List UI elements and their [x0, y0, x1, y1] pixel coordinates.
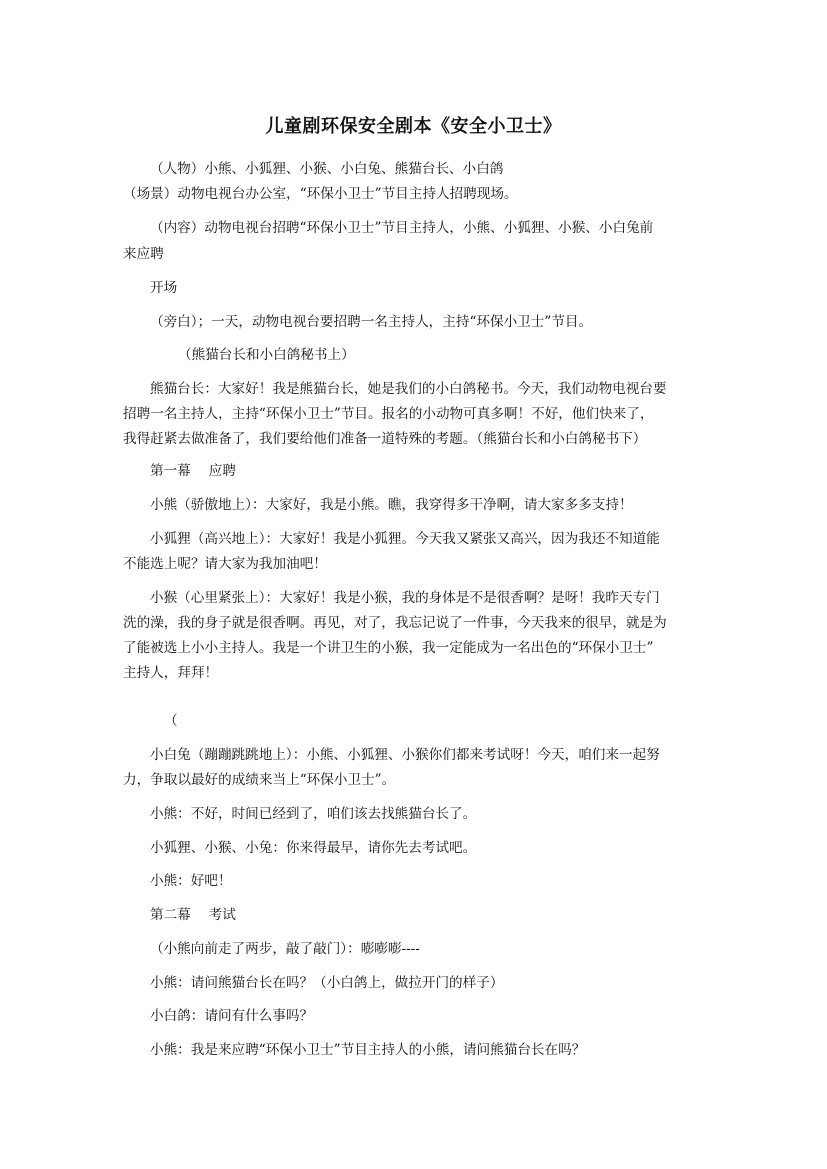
- text-line: 小白兔（蹦蹦跳跳地上）：小熊、小狐狸、小猴你们都来考试呀！今天，咱们来一起努: [150, 747, 660, 763]
- text-line: 小白鸽：请问有什么事吗？: [150, 1008, 314, 1024]
- text-line: 来应聘: [123, 246, 164, 262]
- text-line: 我得赶紧去做准备了，我们要给他们准备一道特殊的考题。（熊猫台长和小白鸽秘书下）: [123, 431, 647, 447]
- text-line: 小熊：不好，时间已经到了，咱们该去找熊猫台长了。: [150, 806, 477, 822]
- text-line: 洗的澡，我的身子就是很香啊。再见，对了，我忘记说了一件事，今天我来的很早，就是为: [123, 615, 667, 631]
- text-line: 小熊：好吧！: [150, 873, 232, 889]
- text-line: 不能选上呢？请大家为我加油吧！: [123, 556, 327, 572]
- section-heading: 第一幕 应聘: [150, 463, 236, 479]
- text-line: （熊猫台长和小白鸽秘书上）: [178, 347, 355, 363]
- text-line: 开场: [150, 280, 178, 296]
- text-line: 了能被选上小小主持人。我是一个讲卫生的小猴，我一定能成为一名出色的“环保小卫士”: [123, 640, 654, 656]
- text-line: 熊猫台长：大家好！我是熊猫台长，她是我们的小白鸽秘书。今天，我们动物电视台要: [150, 381, 667, 397]
- text-line: （旁白）；一天，动物电视台要招聘一名主持人，主持“环保小卫士”节目。: [150, 314, 593, 330]
- text-line: （内容）动物电视台招聘“环保小卫士”节目主持人，小熊、小狐狸、小猴、小白兔前: [150, 220, 654, 236]
- text-line: 小狐狸（高兴地上）：大家好！我是小狐狸。今天我又紧张又高兴，因为我还不知道能: [150, 531, 660, 547]
- document-title: 儿童剧环保安全剧本《安全小卫士》: [265, 116, 562, 137]
- section-heading: 第二幕 考试: [150, 907, 236, 923]
- text-line: 力，争取以最好的成绩来当上“环保小卫士”。: [123, 772, 396, 788]
- text-line: （小熊向前走了两步，敲了敲门）：嘭嘭嘭----: [150, 941, 420, 957]
- text-line: 主持人，拜拜！: [123, 665, 219, 681]
- text-line: （: [164, 713, 178, 729]
- text-line: 小猴（心里紧张上）：大家好！我是小猴，我的身体是不是很香啊？是呀！我昨天专门: [150, 590, 660, 606]
- text-line: （人物）小熊、小狐狸、小猴、小白兔、熊猫台长、小白鸽: [150, 161, 504, 177]
- text-line: 小狐狸、小猴、小兔：你来得最早，请你先去考试吧。: [150, 840, 477, 856]
- text-line: （场景）动物电视台办公室，“环保小卫士”节目主持人招聘现场。: [123, 186, 518, 202]
- text-line: 招聘一名主持人，主持“环保小卫士”节目。报名的小动物可真多啊！不好，他们快来了，: [123, 406, 654, 422]
- text-line: 小熊（骄傲地上）：大家好，我是小熊。瞧，我穿得多干净啊，请大家多多支持！: [150, 497, 633, 513]
- text-line: 小熊：请问熊猫台长在吗？（小白鸽上，做拉开门的样子）: [150, 975, 504, 991]
- text-line: 小熊：我是来应聘“环保小卫士”节目主持人的小熊，请问熊猫台长在吗？: [150, 1042, 586, 1058]
